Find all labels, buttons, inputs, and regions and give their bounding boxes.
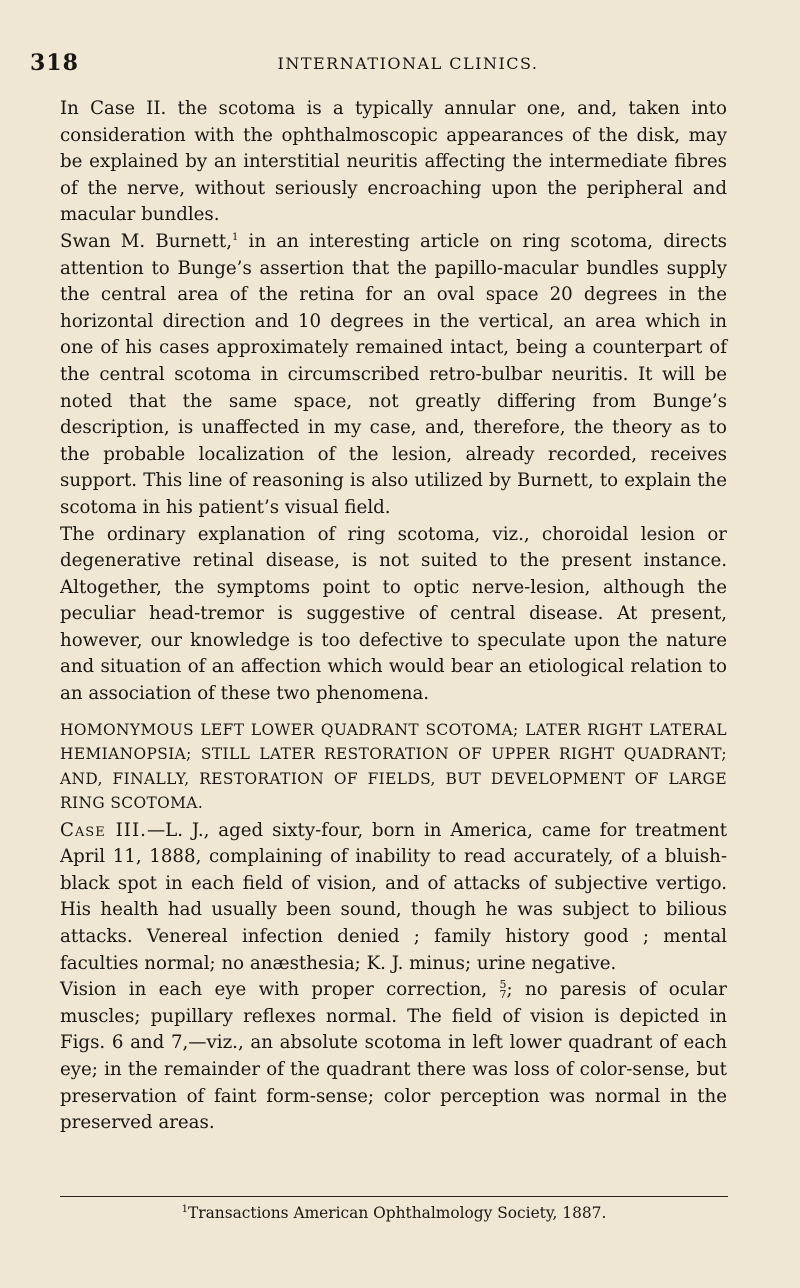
paragraph-text: Vision in each eye with proper correction, <box>60 979 488 1001</box>
section-heading: HOMONYMOUS LEFT LOWER QUADRANT SCOTOMA; LATER RIGHT LATERAL HEMIANOPSIA; STILL LATER RESTORATION OF UPPER RIGHT QUADRANT; AND, FINALLY, RESTORATION OF FIELDS, BUT DEVELOPMENT OF LARGE RING SCOTOMA. <box>60 720 727 813</box>
paragraph-text: in an interesting article on ring scotoma, directs attention to Bunge’s assertion that the papillo-macular bundles supply the central area of the retina for an oval space 20 degrees in the horizontal direction and 10 degrees in the vertical, an area which in one of his cases approximately remained intact, being a counterpart of the central scotoma in circumscribed retro-bulbar neuritis. It will be noted that the same space, not greatly differing from Bunge’s description, is unaffected in my case, and, therefore, the theory as to the probable localization of the lesion, already recorded, receives support. This line of reasoning is also utilized by Burnett, to explain the scotoma in his patient’s visual field. <box>60 230 727 518</box>
page-number: 318 <box>30 50 79 76</box>
paragraph-ring-scotoma <box>60 522 727 708</box>
paragraph-burnett <box>60 229 727 522</box>
paragraph-text: ; no paresis of ocular muscles; pupillary reflexes normal. The field of vision is depicted in Figs. 6 and 7,—viz., an absolute scotoma in left lower quadrant of each eye; in the remainder of the quadrant there was loss of color-sense, but preservation of faint form-sense; color perception was normal in the preserved areas. <box>60 979 727 1134</box>
paragraph-text: The ordinary explanation of ring scotoma, viz., choroidal lesion or degenerative retinal disease, is not suited to the present instance. Altogether, the symptoms point to optic nerve-lesion, although the peculiar head-tremor is suggestive of central disease. At present, however, our knowledge is too defective to speculate upon the nature and situation of an affection which would bear an etiological relation to an association of these two phenomena. <box>60 523 727 705</box>
body-text <box>60 96 727 1137</box>
footnote-marker: 1 <box>231 231 239 243</box>
case-label: Case III. <box>60 819 147 841</box>
fraction-denominator: 7 <box>499 988 507 1002</box>
page-header <box>30 50 756 76</box>
footnote-number: 1 <box>181 1203 188 1215</box>
paragraph-vision <box>60 977 727 1137</box>
visual-acuity-fraction <box>500 980 507 1000</box>
running-title: INTERNATIONAL CLINICS. <box>277 54 539 73</box>
paragraph-case-2 <box>60 96 727 229</box>
footnote-text: Transactions American Ophthalmology Society, 1887. <box>187 1204 607 1222</box>
fraction-numerator: 5 <box>499 978 507 992</box>
footnote-rule <box>60 1196 728 1197</box>
paragraph-text: —L. J., aged sixty-four, born in America, came for treatment April 11, 1888, complaining of inability to read accurately, of a bluish-black spot in each field of vision, and of attacks of subjective vertigo. His health had usually been sound, though he was subject to bilious attacks. Venereal infection denied ; family history good ; mental faculties normal; no anæsthesia; K. J. minus; urine negative. <box>60 819 727 974</box>
paragraph-text: Swan M. Burnett, <box>60 230 232 252</box>
paragraph-case-3 <box>60 818 727 978</box>
footnote <box>60 1203 728 1223</box>
paragraph-text: In Case II. the scotoma is a typically annular one, and, taken into consideration with the ophthalmoscopic appearances of the disk, may be explained by an interstitial neuritis affecting the intermediate fibres of the nerve, without seriously encroaching upon the peripheral and macular bundles. <box>60 98 727 226</box>
